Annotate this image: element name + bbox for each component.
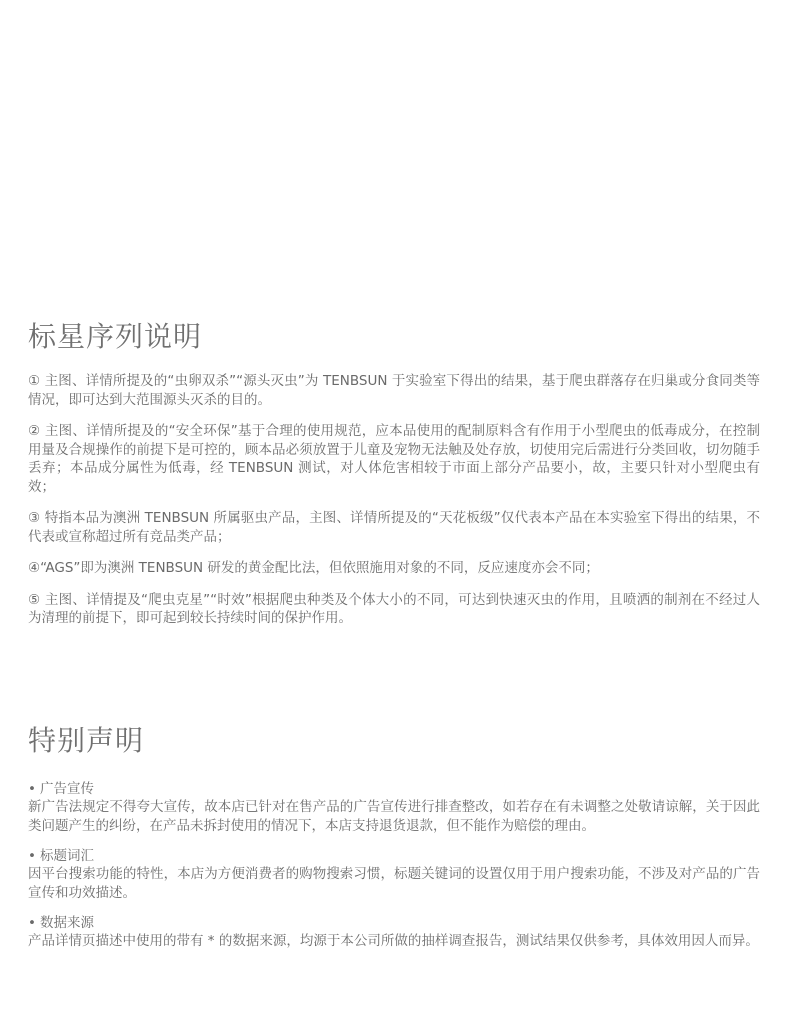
bullet-icon: • bbox=[28, 848, 36, 864]
statement-heading-label: 标题词汇 bbox=[39, 848, 94, 864]
bullet-icon: • bbox=[28, 915, 36, 931]
statement-body: 因平台搜索功能的特性，本店为方便消费者的购物搜索习惯，标题关键词的设置仅用于用户搜索功能，不涉及对产品的广告宣传和功效描述。 bbox=[28, 866, 760, 901]
statement-heading bbox=[28, 847, 760, 865]
statement-item-title-words bbox=[28, 847, 760, 902]
statement-item-advertising bbox=[28, 780, 760, 835]
note-paragraph-5: ⑤ 主图、详情提及“爬虫克星”“时效”根据爬虫种类及个体大小的不同，可达到快速灭虫的作用，且喷洒的制剂在不经过人为清理的前提下，即可起到较长持续时间的保护作用。 bbox=[28, 591, 760, 626]
star-notes-section bbox=[28, 318, 760, 641]
star-notes-title: 标星序列说明 bbox=[28, 320, 203, 353]
statement-heading-label: 广告宣传 bbox=[39, 781, 94, 797]
statement-item-data-source bbox=[28, 914, 760, 951]
bullet-icon: • bbox=[28, 781, 36, 797]
special-statement-section bbox=[28, 722, 760, 963]
note-paragraph-4: ④“AGS”即为澳洲 TENBSUN 研发的黄金配比法，但依照施用对象的不同，反应速度亦会不同； bbox=[28, 560, 599, 576]
statement-body: 新广告法规定不得夸大宣传，故本店已针对在售产品的广告宣传进行排查整改，如若存在有未调整之处敬请谅解，关于因此类问题产生的纠纷，在产品未拆封使用的情况下，本店支持退货退款，但不能作为赔偿的理由。 bbox=[28, 799, 760, 834]
note-paragraph-2: ② 主图、详情所提及的“安全环保”基于合理的使用规范，应本品使用的配制原料含有作用于小型爬虫的低毒成分，在控制用量及合规操作的前提下是可控的，顾本品必须放置于儿童及宠物无法触及处存放，切使用完后需进行分类回收，切勿随手丢弃；本品成分属性为低毒，经 TENBSUN 测试，对人体危害相较于市面上部分产品要小，故，主要只针对小型爬虫有效； bbox=[28, 423, 760, 495]
statement-heading bbox=[28, 914, 760, 932]
statement-heading bbox=[28, 780, 760, 798]
note-paragraph-1: ① 主图、详情所提及的“虫卵双杀”“源头灭虫”为 TENBSUN 于实验室下得出的结果，基于爬虫群落存在归巢或分食同类等情况，即可达到大范围源头灭杀的目的。 bbox=[28, 373, 760, 408]
statement-heading-label: 数据来源 bbox=[39, 915, 94, 931]
statement-body: 产品详情页描述中使用的带有 * 的数据来源，均源于本公司所做的抽样调查报告，测试结果仅供参考，具体效用因人而异。 bbox=[28, 933, 759, 949]
note-paragraph-3: ③ 特指本品为澳洲 TENBSUN 所属驱虫产品，主图、详情所提及的“天花板级”仅代表本产品在本实验室下得出的结果，不代表或宣称超过所有竞品类产品； bbox=[28, 510, 760, 545]
special-statement-title: 特别声明 bbox=[28, 724, 145, 757]
